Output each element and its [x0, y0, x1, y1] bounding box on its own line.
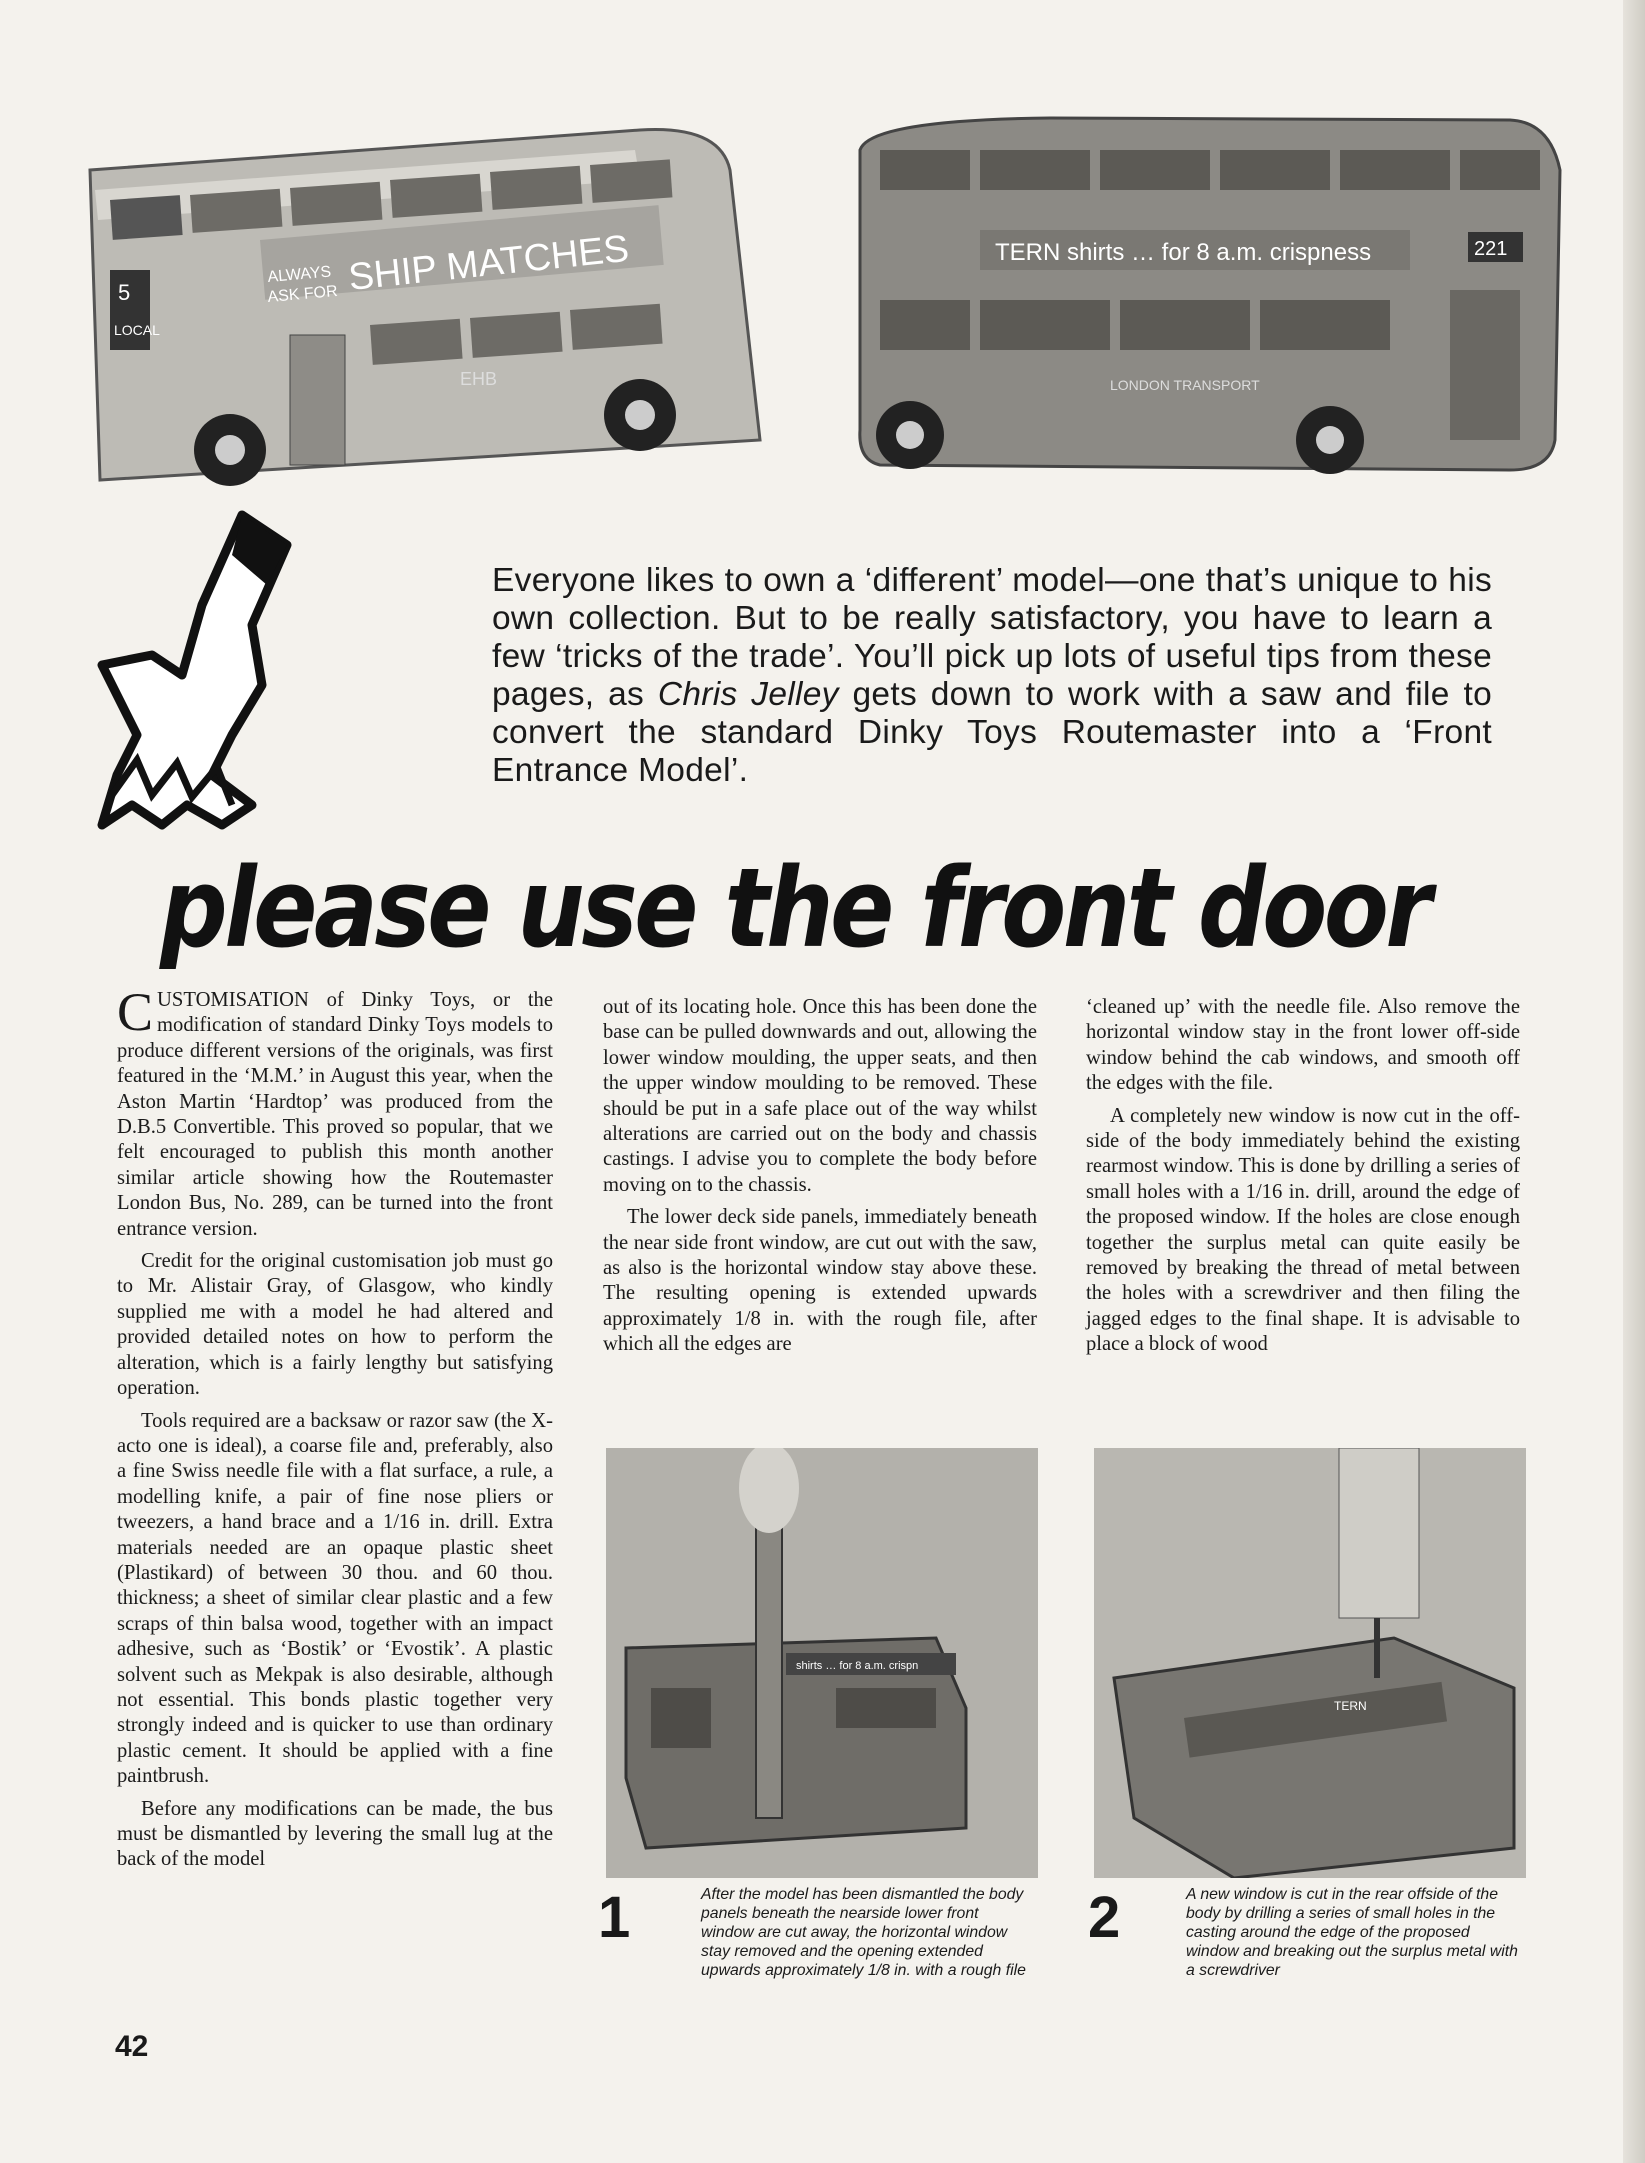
destination: LOCAL	[114, 322, 160, 338]
figure-1-number: 1	[598, 1885, 631, 1950]
pointing-hand-icon	[92, 505, 362, 835]
text-column-2	[603, 995, 1037, 1365]
bus-illustration-2	[850, 110, 1570, 490]
paragraph: The lower deck side panels, immediately beneath the near side front window, are cut out with the saw, as also is the horizontal window stay above these. The resulting opening is extended upwards approximately 1/8 in. with the rough file, after which all the edges are	[603, 1206, 1037, 1356]
drop-cap: C	[117, 982, 154, 1042]
ad-text: TERN shirts … for 8 a.m. crispness	[995, 239, 1372, 266]
bus-photo-ship-matches	[80, 110, 780, 490]
paragraph	[117, 982, 553, 1242]
paragraph-text: USTOMISATION of Dinky Toys, or the modification of standard Dinky Toys models to produce different versions of the originals, was first featured in the ‘M.M.’ in August this year, when the Aston Martin ‘Hardtop’ was produced from the D.B.5 Convertible. This proved so popular, that we felt encouraged to publish this month another similar article showing how the Routemaster London Bus, No. 289, can be turned into the front entrance version.	[117, 989, 553, 1240]
route-number: 221	[1474, 238, 1508, 260]
route-number: 5	[118, 280, 131, 305]
paragraph: Tools required are a backsaw or razor saw (the X-acto one is ideal), a coarse file and, preferably, also a fine Swiss needle file with a flat surface, a rule, a modelling knife, a pair of fine nose pliers or tweezers, a hand brace and a 1/16 in. drill. Extra materials needed are an opaque plastic sheet (Plastikard) of between 30 thou. and 60 thou. thickness; a sheet of similar clear plastic and a few scraps of thin balsa wood, together with an impact adhesive, such as ‘Bostik’ or ‘Evostik’. A plastic solvent such as Mekpak is also desirable, although not essential. This bonds plastic together very strongly indeed and is quicker to use than ordinary plastic cement. It should be applied with a fine paintbrush.	[117, 1409, 553, 1788]
bus-photo-tern-shirts	[850, 110, 1570, 490]
figure-2-photo	[1094, 1448, 1526, 1878]
figure-1-caption: After the model has been dismantled the body panels beneath the nearside lower front window are cut away, the horizontal window stay removed and the opening extended upwards approximately 1/8 in. with a rough file	[701, 1886, 1026, 1979]
intro-paragraph	[492, 562, 1492, 790]
author-name: Chris Jelley	[657, 676, 839, 713]
ad-small-text: ALWAYS	[266, 263, 332, 286]
intro-text-end: gets down to work with a saw and file to convert the standard Dinky Toys Routemaster into a ‘Front Entrance Model’.	[492, 676, 1492, 789]
paragraph: Credit for the original customisation job must go to Mr. Alistair Gray, of Glasgow, who kindly supplied me with a model he had altered and provided detailed notes on how to perform the alteration, which is a fairly lengthy but satisfying operation.	[117, 1250, 553, 1400]
article-title: please use the front door	[160, 844, 1429, 972]
paragraph: ‘cleaned up’ with the needle file. Also remove the horizontal window stay in the front lower off-side window behind the cab windows, and smooth off the edges with the file.	[1086, 996, 1520, 1095]
paragraph: out of its locating hole. Once this has been done the base can be pulled downwards and out, allowing the lower window moulding, the upper seats, and then the upper window moulding to be removed. These should be put in a safe place out of the way whilst alterations are carried out on the body and chassis castings. I advise you to complete the body before moving on to the chassis.	[603, 996, 1037, 1196]
page-number: 42	[115, 2030, 149, 2063]
text-column-3	[1086, 995, 1520, 1365]
figure-1-photo	[606, 1448, 1038, 1878]
figure-1-ad-text: shirts … for 8 a.m. crispn	[796, 1660, 919, 1672]
livery-text: LONDON TRANSPORT	[1110, 377, 1260, 393]
figure-2-number: 2	[1088, 1885, 1121, 1950]
text-column-1	[117, 982, 553, 1880]
bus-illustration-1	[80, 110, 780, 490]
figure-2-caption: A new window is cut in the rear offside of the body by drilling a series of small holes in the casting around the edge of the proposed window and breaking out the surplus metal with a screwdriver	[1186, 1886, 1518, 1979]
page-edge	[1623, 0, 1645, 2163]
paragraph: A completely new window is now cut in the off-side of the body immediately behind the existing rearmost window. This is done by drilling a series of small holes with a 1/16 in. drill, around the edge of the proposed window. If the holes are close enough together the surplus metal can quite easily be removed by breaking the thread of metal between the holes with a screwdriver and then filing the jagged edges to the final shape. It is advisable to place a block of wood	[1086, 1104, 1520, 1356]
intro-text-start: Everyone likes to own a ‘different’ model—one that’s unique to his own collection. But to be really satisfactory, you have to learn a few ‘tricks of the trade’. You’ll pick up lots of useful tips from these pages, as	[492, 562, 1492, 713]
figure-2-ad-text: TERN	[1334, 1699, 1367, 1713]
fleet-number: EHB	[460, 369, 498, 389]
ad-main-text: SHIP MATCHES	[346, 227, 631, 299]
paragraph: Before any modifications can be made, the bus must be dismantled by levering the small lug at the back of the model	[117, 1797, 553, 1871]
ad-small-text-2: ASK FOR	[266, 282, 339, 306]
